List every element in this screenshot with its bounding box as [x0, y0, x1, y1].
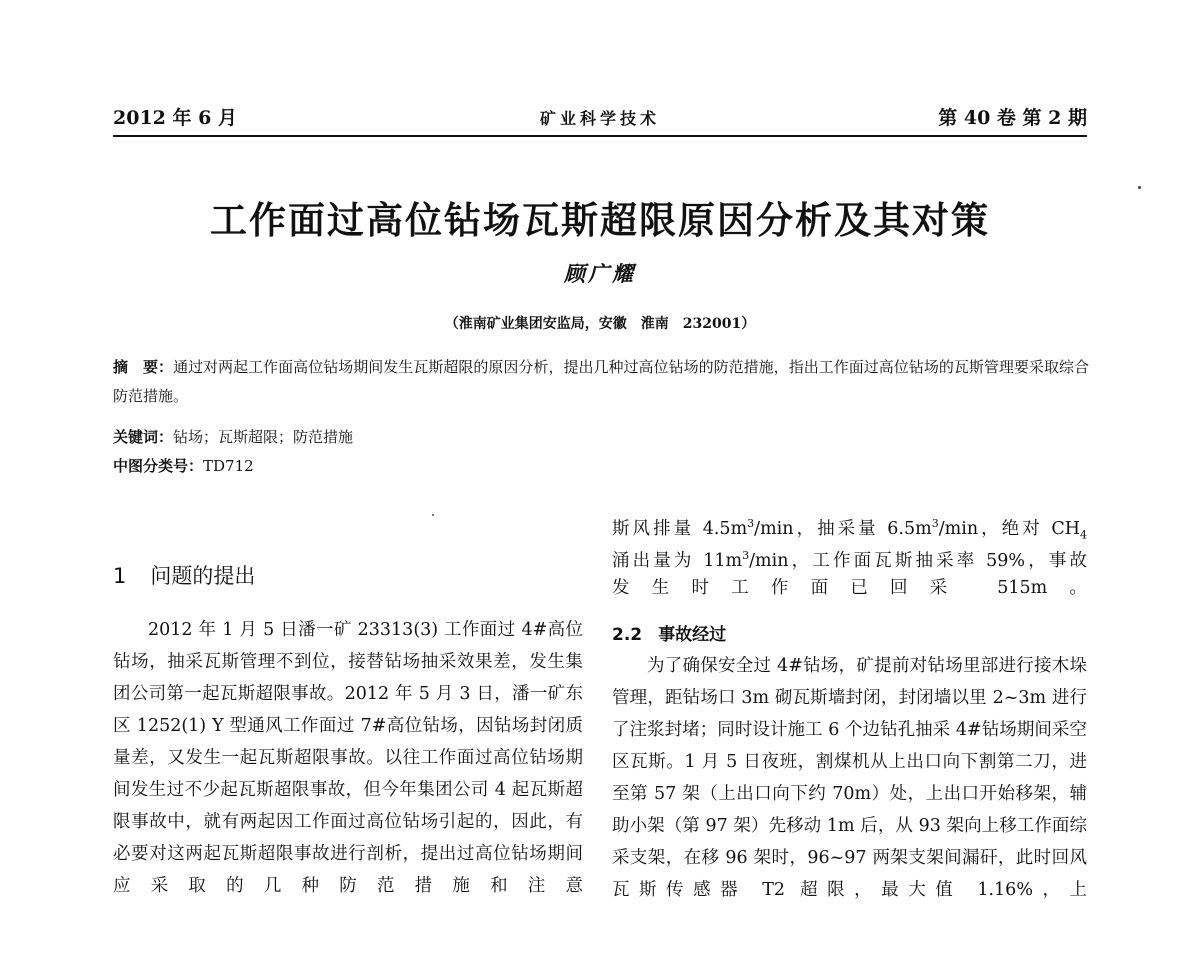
clc-text: TD712: [203, 457, 254, 475]
keywords-text: 钻场；瓦斯超限；防范措施: [173, 428, 354, 446]
line2-part-b: /min，工作面瓦斯抽采率 59%，事故: [749, 550, 1087, 571]
clc-label: 中图分类号：: [113, 457, 204, 475]
line2-part-a: 涌出量为 11m: [612, 550, 743, 571]
right-column-body: [612, 650, 1087, 906]
left-column: [113, 614, 583, 902]
right-line-3: 发生时工作面已回采 515m。: [612, 578, 1087, 598]
section-1-paragraph: 2012 年 1 月 5 日潘一矿 23313(3) 工作面过 4#高位钻场，抽采瓦斯管理不到位，接替钻场抽采效果差，发生集团公司第一起瓦斯超限事故。2012 年 5 月 3 日，潘一矿东区 1252(1) Y 型通风工作面过 7#高位钻场，因钻场封闭质量差，又发生一起瓦斯超限事故。以往工作面过高位钻场期间发生过不少起瓦斯超限事故，但今年集团公司 4 起瓦斯超限事故中，就有两起因工作面过高位钻场引起的，因此，有必要对这两起瓦斯超限事故进行剖析，提出过高位钻场期间应采取的几种防范措施和注意: [113, 620, 583, 896]
right-column-top: [612, 508, 1087, 604]
scan-speck-2: [432, 514, 434, 516]
right-line-1: [612, 508, 1087, 540]
line1-part-c: /min，绝对 CH: [938, 518, 1080, 539]
line1-part-b: /min，抽采量 6.5m: [754, 518, 932, 539]
author-affiliation: （淮南矿业集团安监局，安徽 淮南 232001）: [444, 316, 756, 332]
classification-number: [113, 452, 1089, 481]
superscript-3c: 3: [742, 549, 750, 562]
article-author: 顾广耀: [564, 261, 636, 286]
line1-part-a: 斯风排量 4.5m: [612, 518, 748, 539]
running-header-date: 2012 年 6 月: [113, 107, 237, 129]
running-header-volume: 第 40 卷 第 2 期: [938, 107, 1087, 129]
article-title: 工作面过高位钻场瓦斯超限原因分析及其对策: [210, 198, 990, 242]
abstract-text: 通过对两起工作面高位钻场期间发生瓦斯超限的原因分析，提出几种过高位钻场的防范措施，指出工作面过高位钻场的瓦斯管理要采取综合防范措施。: [113, 358, 1089, 405]
running-header-journal: 矿业科学技术: [539, 109, 660, 128]
section-1-heading: [113, 560, 255, 590]
abstract-label: 摘 要：: [113, 358, 174, 376]
superscript-3b: 3: [931, 517, 939, 530]
section-2-2-paragraph: 为了确保安全过 4#钻场，矿提前对钻场里部进行接木垛管理，距钻场口 3m 砌瓦斯墙封闭，封闭墙以里 2~3m 进行了注浆封堵；同时设计施工 6 个边钻孔抽采 4#钻场期间采空区瓦斯。1 月 5 日夜班，割煤机从上出口向下割第二刀，进至第 57 架（上出口向下约 70m）处，上出口开始移架，辅助小架（第 97 架）先移动 1m 后，从 93 架向上移工作面综采支架，在移 96 架时，96~97 两架支架间漏矸，此时回风瓦斯传感器 T2 超限，最大值 1.16%，上: [612, 656, 1087, 900]
subscript-4: 4: [1079, 528, 1087, 540]
section-2-2-title: 事故经过: [658, 625, 727, 645]
header-rule: [113, 135, 1087, 137]
keywords-label: 关键词：: [113, 428, 174, 446]
abstract: [113, 353, 1089, 411]
superscript-3: 3: [747, 517, 755, 530]
section-1-number: 1: [113, 564, 127, 588]
right-line-2: [612, 540, 1087, 572]
keywords: [113, 423, 1089, 452]
section-2-2-heading: [612, 620, 726, 645]
section-1-title: 问题的提出: [150, 564, 256, 588]
section-2-2-number: 2.2: [612, 625, 643, 645]
scan-speck: [1138, 186, 1141, 189]
